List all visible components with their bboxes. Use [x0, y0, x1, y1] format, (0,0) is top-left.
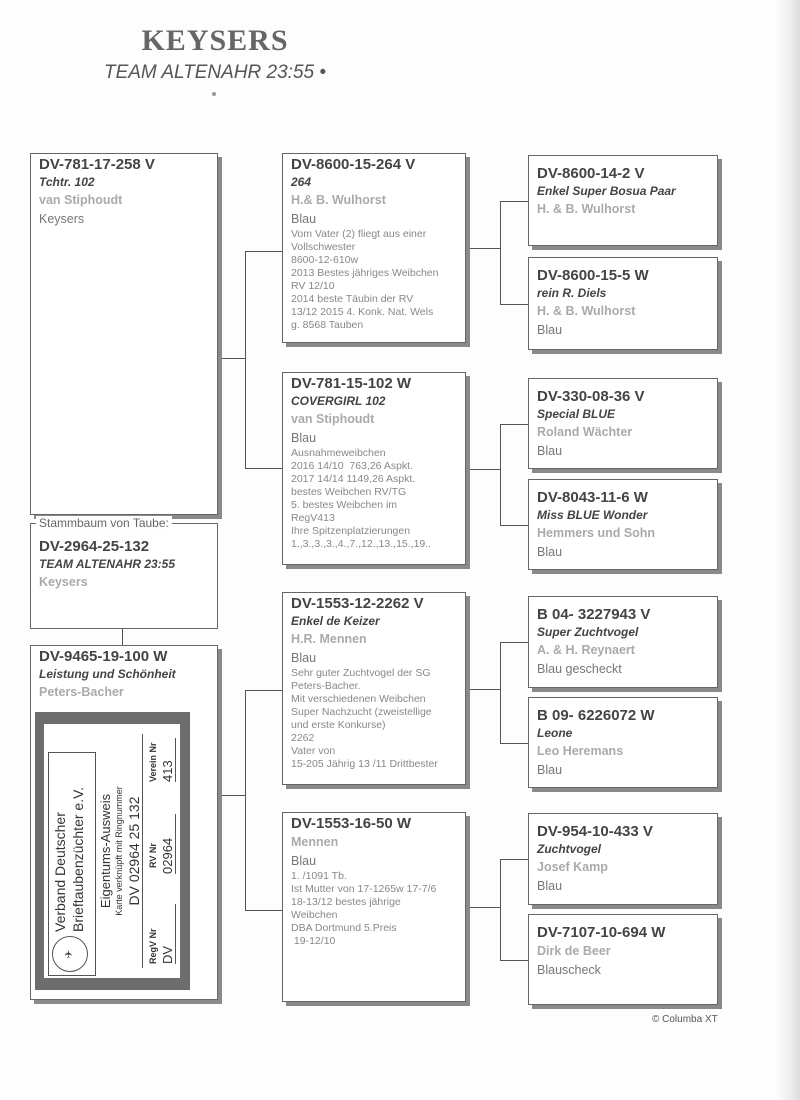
connector — [500, 859, 501, 960]
connector — [245, 690, 246, 910]
connector — [500, 304, 528, 305]
card-org-line2: Brieftaubenzüchter e.V. — [70, 786, 86, 932]
connector — [245, 690, 282, 691]
breeder: van Stiphoudt — [291, 412, 375, 426]
card-verein: 413 — [160, 738, 176, 782]
breeder: Keysers — [39, 575, 88, 589]
note-line: Vollschwester — [291, 241, 356, 253]
pigeon-name: Enkel de Keizer — [291, 614, 380, 628]
note-line: 1.,3.,3.,3.,4.,7.,12.,13.,15.,19.. — [291, 538, 432, 550]
plumage-color: Blauscheck — [537, 963, 601, 977]
pigeon-name: Super Zuchtvogel — [537, 625, 639, 639]
great-grandparent-box[interactable] — [528, 914, 718, 1005]
note-line: bestes Weibchen RV/TG — [291, 486, 407, 498]
pigeon-name: COVERGIRL 102 — [291, 394, 386, 408]
breeder: H.R. Mennen — [291, 632, 367, 646]
plumage-color: Blau — [537, 323, 563, 337]
plumage-color: Blau — [291, 212, 317, 226]
breeder: Roland Wächter — [537, 425, 633, 439]
connector — [218, 358, 245, 359]
plumage-color: Blau — [537, 545, 563, 559]
connector — [122, 628, 123, 645]
ring-number: DV-1553-16-50 W — [291, 815, 412, 832]
pigeon-name: rein R. Diels — [537, 286, 607, 300]
sire-box[interactable] — [30, 153, 218, 515]
breeder: Josef Kamp — [537, 860, 608, 874]
great-grandparent-box[interactable] — [528, 257, 718, 350]
connector — [500, 525, 528, 526]
note-line: Ihre Spitzenplatzierungen — [291, 525, 411, 537]
note-line: RV 12/10 — [291, 280, 335, 292]
great-grandparent-box[interactable] — [528, 479, 718, 570]
breeder: H. & B. Wulhorst — [537, 202, 636, 216]
breeder: Mennen — [291, 835, 339, 849]
ring-number: B 09- 6226072 W — [537, 707, 655, 724]
note-line: Super Nachzucht (zweistellige — [291, 706, 432, 718]
pigeon-name: Special BLUE — [537, 407, 616, 421]
breeder: H. & B. Wulhorst — [537, 304, 636, 318]
note-line: 15-205 Jährig 13 /11 Drittbester — [291, 758, 438, 770]
card-ring: DV 02964 25 132 — [126, 734, 143, 968]
note-line: DBA Dortmund 5.Preis — [291, 922, 397, 934]
card-rv: 02964 — [160, 814, 176, 874]
card-title: Eigentums-Ausweis — [98, 793, 113, 909]
pigeon-name: Enkel Super Bosua Paar — [537, 184, 676, 198]
card-subtitle: Karte verknüpft mit Ringnummer — [114, 786, 124, 916]
subject-legend: Stammbaum von Taube: — [36, 516, 172, 530]
connector — [500, 424, 528, 425]
connector — [500, 642, 501, 743]
connector — [245, 468, 282, 469]
ring-number: DV-8043-11-6 W — [537, 489, 648, 506]
connector — [500, 960, 528, 961]
breeder: Dirk de Beer — [537, 944, 611, 958]
plumage-color: Blau — [291, 854, 317, 868]
note-line: Mit verschiedenen Weibchen — [291, 693, 426, 705]
plumage-color: Blau gescheckt — [537, 662, 622, 676]
plumage-color: Blau — [537, 879, 563, 893]
ring-number: DV-954-10-433 V — [537, 823, 653, 840]
pigeon-name: TEAM ALTENAHR 23:55 — [39, 557, 176, 571]
connector — [466, 689, 500, 690]
note-line: 2014 beste Täubin der RV — [291, 293, 414, 305]
card-regv: DV — [160, 904, 176, 964]
note-line: Peters-Bacher. — [291, 680, 361, 692]
note-line: 1. /1091 Tb. — [291, 870, 347, 882]
note-line: 8600-12-610w — [291, 254, 359, 266]
card-regv-label: RegV Nr — [148, 928, 158, 964]
ring-number: DV-8600-15-5 W — [537, 267, 649, 284]
card-rv-label: RV Nr — [148, 843, 158, 868]
owner: Keysers — [39, 212, 85, 226]
great-grandparent-box[interactable] — [528, 596, 718, 688]
card-logo-icon: ✈ — [52, 936, 88, 972]
note-line: und erste Konkurse) — [291, 719, 386, 731]
pigeon-name: Tchtr. 102 — [39, 175, 95, 189]
ring-number: DV-8600-15-264 V — [291, 156, 416, 173]
note-line: Vom Vater (2) fliegt aus einer — [291, 228, 427, 240]
note-line: RegV413 — [291, 512, 335, 524]
ring-number: DV-781-15-102 W — [291, 375, 412, 392]
scan-edge — [776, 0, 800, 1100]
grandparent-box[interactable] — [282, 153, 466, 343]
note-line: 5. bestes Weibchen im — [291, 499, 398, 511]
pigeon-name: 264 — [291, 175, 312, 189]
grandparent-box[interactable] — [282, 812, 466, 1002]
note-line: 19-12/10 — [291, 935, 336, 947]
ring-number: DV-9465-19-100 W — [39, 648, 168, 665]
grandparent-box[interactable] — [282, 592, 466, 785]
connector — [500, 201, 501, 304]
dot-mark — [212, 92, 216, 96]
great-grandparent-box[interactable] — [528, 155, 718, 246]
note-line: g. 8568 Tauben — [291, 319, 364, 331]
breeder: Hemmers und Sohn — [537, 526, 656, 540]
connector — [218, 795, 245, 796]
great-grandparent-box[interactable] — [528, 378, 718, 469]
pigeon-name: Miss BLUE Wonder — [537, 508, 648, 522]
connector — [500, 743, 528, 744]
ring-number: DV-7107-10-694 W — [537, 924, 666, 941]
ring-number: DV-781-17-258 V — [39, 156, 155, 173]
plumage-color: Blau — [537, 444, 563, 458]
connector — [245, 251, 282, 252]
ring-number: DV-330-08-36 V — [537, 388, 645, 405]
ring-number: DV-2964-25-132 — [39, 538, 150, 555]
connector — [466, 469, 500, 470]
plumage-color: Blau — [537, 763, 563, 777]
pigeon-name: Zuchtvogel — [537, 842, 602, 856]
note-line: 18-13/12 bestes jährige — [291, 896, 401, 908]
pigeon-name: Leone — [537, 726, 573, 740]
connector — [500, 201, 528, 202]
connector — [245, 251, 246, 468]
note-line: Ist Mutter von 17-1265w 17-7/6 — [291, 883, 437, 895]
note-line: 2016 14/10 763,26 Aspkt. — [291, 460, 414, 472]
copyright: © Columba XT — [652, 1014, 718, 1025]
subject-box[interactable] — [30, 523, 218, 629]
note-line: 2262 — [291, 732, 315, 744]
note-line: Ausnahmeweibchen — [291, 447, 386, 459]
connector — [500, 859, 528, 860]
connector — [466, 907, 500, 908]
note-line: 2017 14/14 1149,26 Aspkt. — [291, 473, 416, 485]
page-subtitle: TEAM ALTENAHR 23:55 • — [103, 62, 327, 83]
card-org-line1: Verband Deutscher — [52, 812, 68, 932]
page-title: KEYSERS — [141, 24, 289, 57]
plumage-color: Blau — [291, 431, 317, 445]
connector — [500, 424, 501, 525]
breeder: van Stiphoudt — [39, 193, 123, 207]
ownership-card — [35, 712, 190, 990]
note-line: 2013 Bestes jähriges Weibchen — [291, 267, 439, 279]
ring-number: DV-1553-12-2262 V — [291, 595, 424, 612]
card-verein-label: Verein Nr — [148, 742, 158, 782]
breeder: A. & H. Reynaert — [537, 643, 635, 657]
breeder: Leo Heremans — [537, 744, 624, 758]
connector — [466, 248, 500, 249]
great-grandparent-box[interactable] — [528, 697, 718, 788]
breeder: H.& B. Wulhorst — [291, 193, 386, 207]
pigeon-name: Leistung und Schönheit — [39, 667, 176, 681]
ring-number: B 04- 3227943 V — [537, 606, 651, 623]
breeder: Peters-Bacher — [39, 685, 124, 699]
great-grandparent-box[interactable] — [528, 813, 718, 905]
connector — [500, 642, 528, 643]
note-line: Sehr guter Zuchtvogel der SG — [291, 667, 431, 679]
ring-number: DV-8600-14-2 V — [537, 165, 645, 182]
connector — [245, 910, 282, 911]
note-line: Weibchen — [291, 909, 338, 921]
note-line: 13/12 2015 4. Konk. Nat. Wels — [291, 306, 434, 318]
note-line: Vater von — [291, 745, 336, 757]
grandparent-box[interactable] — [282, 372, 466, 565]
plumage-color: Blau — [291, 651, 317, 665]
